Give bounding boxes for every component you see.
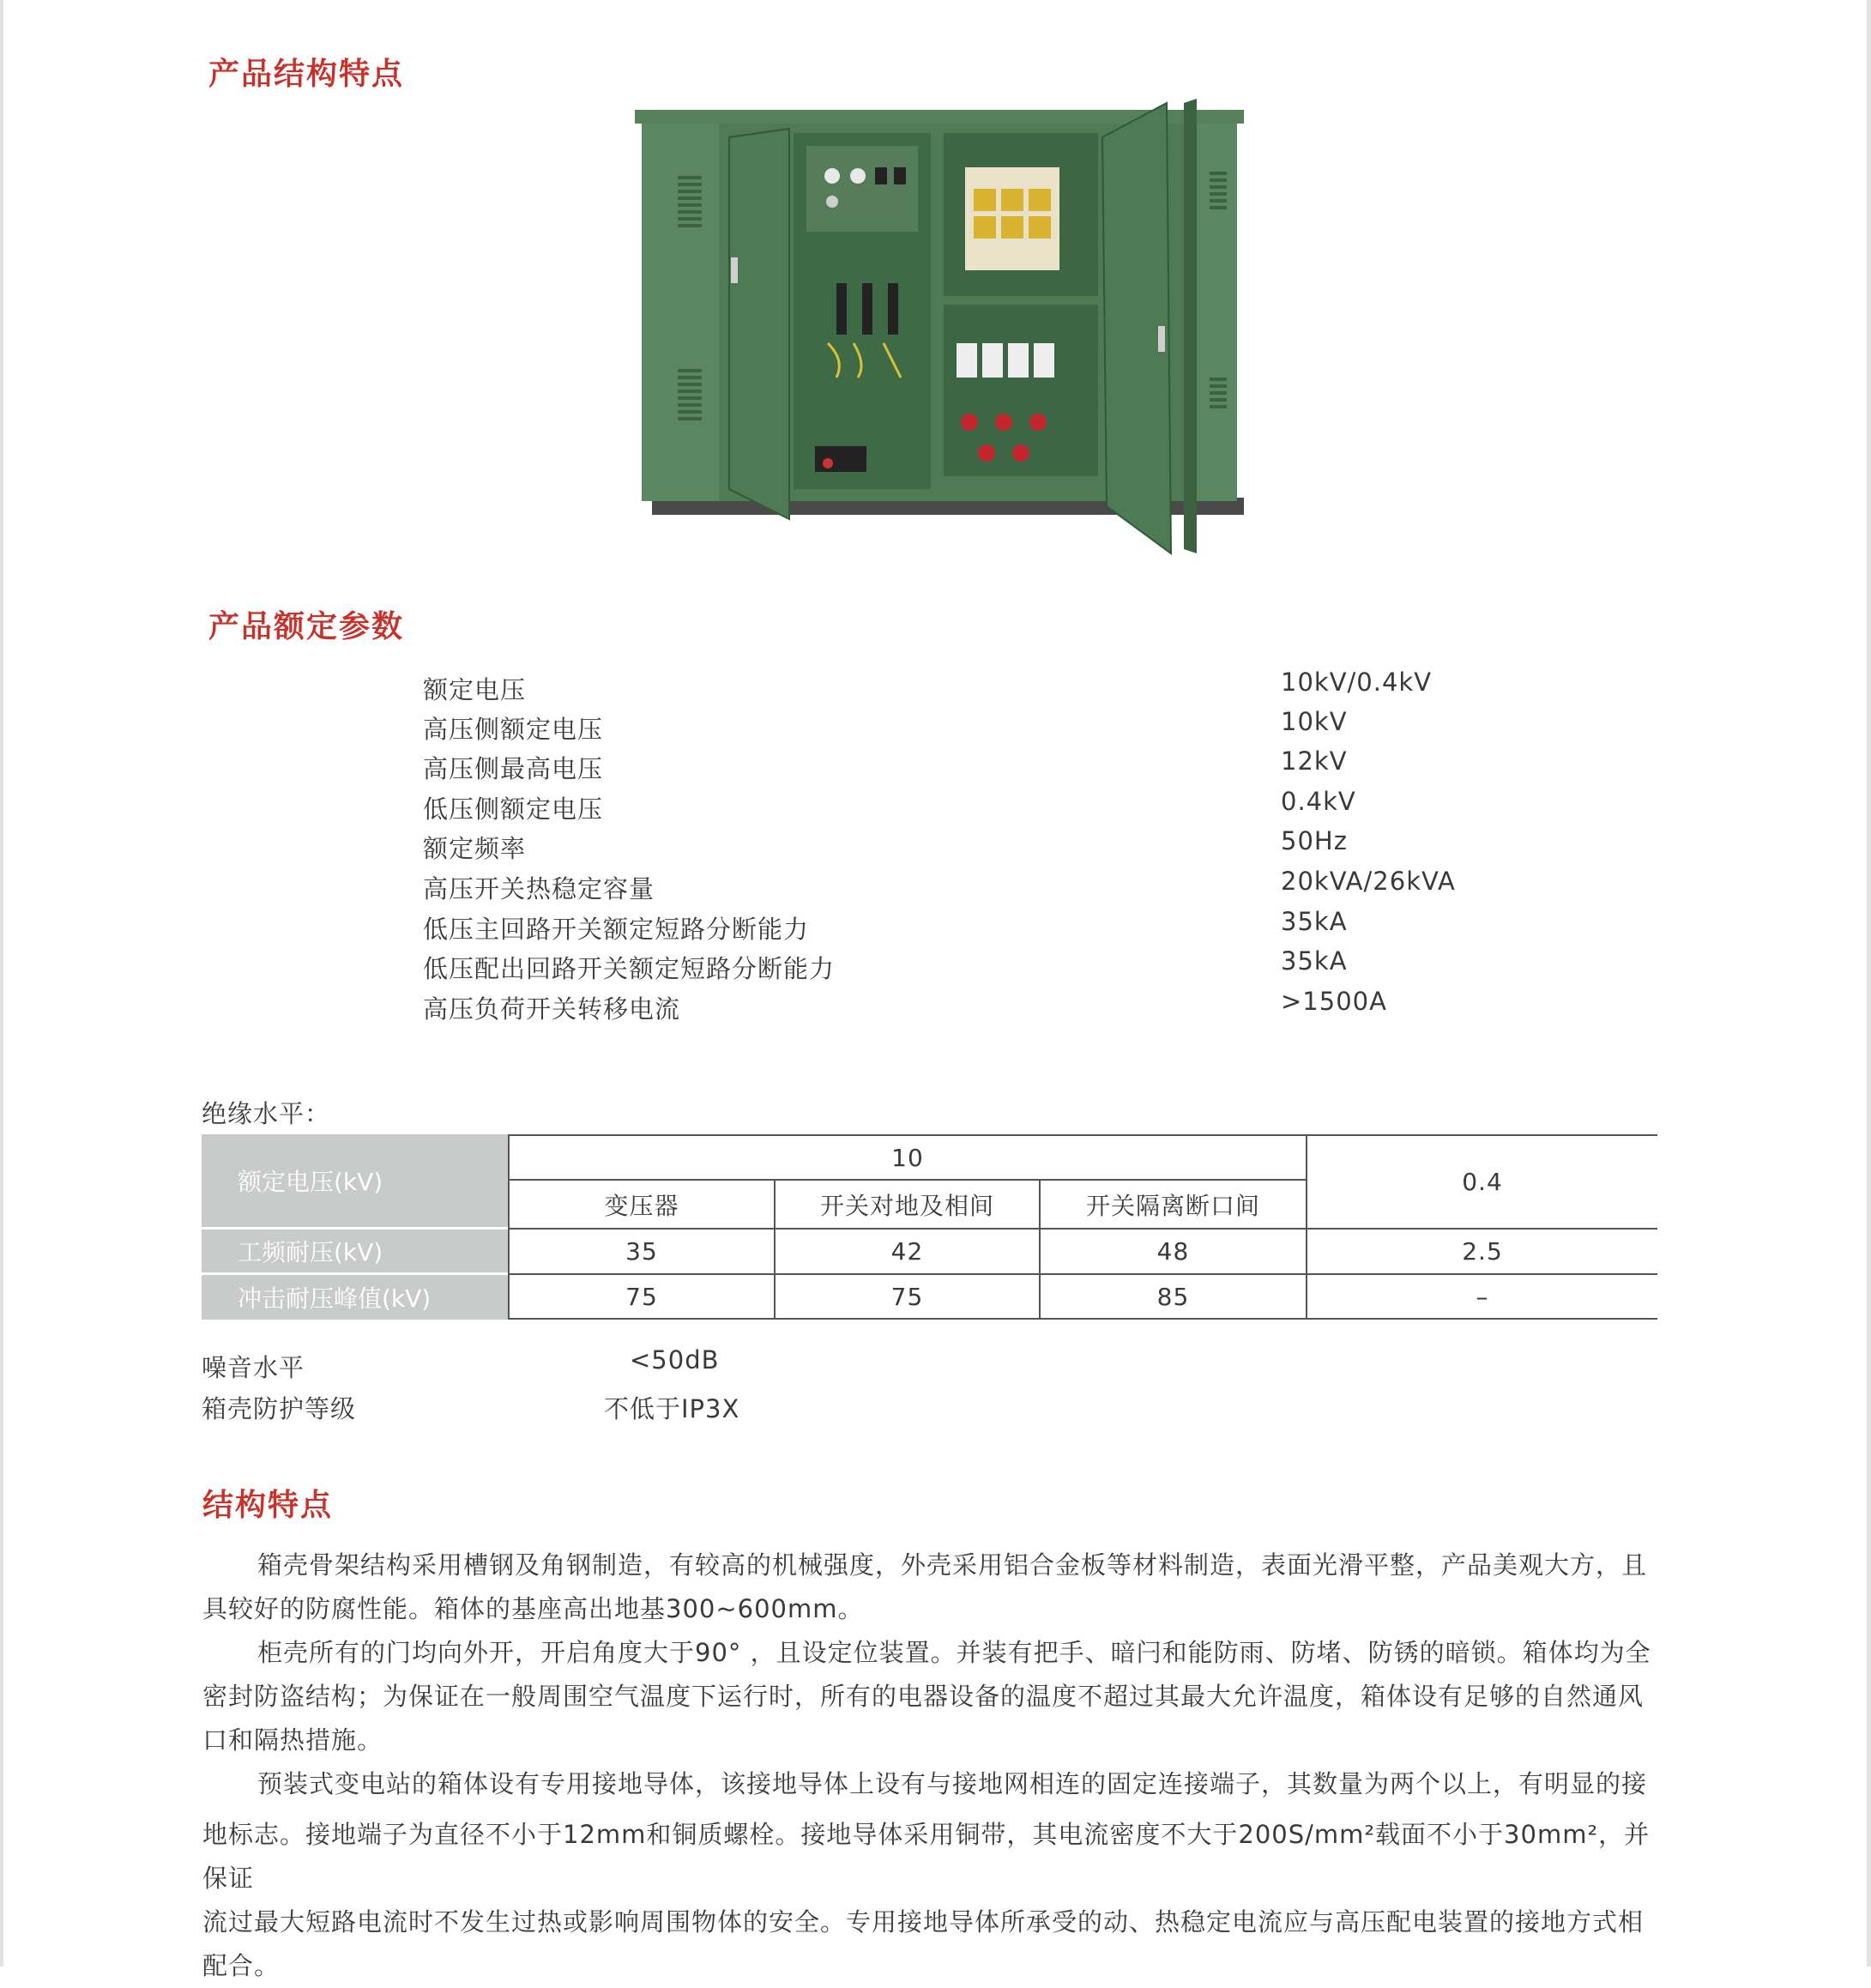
noise-label: 噪音水平 <box>202 1353 305 1382</box>
param-row <box>423 826 1538 864</box>
param-row <box>423 787 1538 825</box>
param-value: 12kV <box>1281 746 1348 776</box>
group-header-10kv: 10 <box>891 1143 924 1172</box>
product-photo <box>626 86 1252 575</box>
ip-value: 不低于IP3X <box>604 1394 740 1423</box>
row-header-impulse: 冲击耐压峰值(kV) <box>202 1275 508 1320</box>
paragraph-line: 预装式变电站的箱体设有专用接地导体，该接地导体上设有与接地网相连的固定连接端子，其数量为两个以上，有明显的接 <box>257 1769 1648 1798</box>
rated-params-heading: 产品额定参数 <box>208 609 405 644</box>
table-cell: 42 <box>890 1237 924 1266</box>
param-row <box>423 867 1538 904</box>
row-header-rated-voltage: 额定电压(kV) <box>202 1134 508 1227</box>
sub-header-switch-ground: 开关对地及相间 <box>819 1191 994 1220</box>
param-row <box>423 668 1538 705</box>
paragraph-line: 配合。 <box>202 1951 281 1980</box>
param-value: 0.4kV <box>1281 787 1356 816</box>
sub-header-transformer: 变压器 <box>604 1191 679 1220</box>
noise-value: <50dB <box>630 1345 720 1375</box>
param-label: 低压主回路开关额定短路分断能力 <box>423 915 810 944</box>
features-heading: 结构特点 <box>202 1488 334 1523</box>
param-label: 高压开关热稳定容量 <box>423 874 655 903</box>
paragraph-2 <box>202 1631 1658 1762</box>
paragraph-line: 地标志。接地端子为直径不小于12mm和铜质螺栓。接地导体采用铜带，其电流密度不大于200S/mm²载面不小于30mm²，并保证 <box>202 1820 1651 1893</box>
param-row <box>423 907 1538 945</box>
sub-header-switch-isolation: 开关隔离断口间 <box>1085 1191 1260 1220</box>
param-label: 高压侧最高电压 <box>423 754 604 783</box>
paragraph-line: 具较好的防腐性能。箱体的基座高出地基300~600mm。 <box>202 1594 864 1623</box>
table-cell: 75 <box>625 1282 658 1311</box>
paragraph-line: 密封防盗结构；为保证在一般周围空气温度下运行时，所有的电器设备的温度不超过其最大允许温度，箱体设有足够的自然通风 <box>202 1682 1645 1711</box>
table-cell: 75 <box>890 1282 924 1311</box>
param-value: 10kV/0.4kV <box>1281 668 1433 697</box>
param-value: 20kVA/26kVA <box>1281 867 1456 896</box>
param-value: 50Hz <box>1281 826 1348 855</box>
paragraph-line: 口和隔热措施。 <box>202 1725 383 1755</box>
page-border-right <box>1867 0 1871 1967</box>
table-rule <box>508 1318 1657 1320</box>
param-value: 35kA <box>1281 946 1348 976</box>
param-row <box>423 707 1538 745</box>
table-cell: 48 <box>1156 1237 1190 1266</box>
group-header-04kv: 0.4 <box>1462 1168 1503 1196</box>
paragraph-line: 箱壳骨架结构采用槽钢及角钢制造，有较高的机械强度，外壳采用铝合金板等材料制造，表面光滑平整，产品美观大方，且 <box>257 1550 1648 1580</box>
row-header-power-freq: 工频耐压(kV) <box>202 1230 508 1272</box>
param-value: 35kA <box>1281 907 1348 936</box>
param-label: 低压配出回路开关额定短路分断能力 <box>423 954 836 983</box>
param-label: 高压负荷开关转移电流 <box>423 994 681 1024</box>
param-label: 额定频率 <box>423 834 527 863</box>
param-value: >1500A <box>1281 987 1387 1016</box>
paragraph-line: 流过最大短路电流时不发生过热或影响周围物体的安全。专用接地导体所承受的动、热稳定电流应与高压配电装置的接地方式相 <box>202 1907 1645 1937</box>
param-row <box>423 987 1538 1024</box>
left-door <box>729 129 789 519</box>
param-value: 10kV <box>1281 707 1348 736</box>
paragraph-3 <box>202 1762 1658 1988</box>
param-label: 额定电压 <box>423 675 527 704</box>
structure-heading: 产品结构特点 <box>208 57 405 92</box>
table-cell: 35 <box>625 1237 658 1266</box>
insulation-table <box>202 1134 1657 1320</box>
page-border-left <box>0 0 3 1967</box>
table-cell: 2.5 <box>1462 1237 1503 1266</box>
paragraph-line: 柜壳所有的门均向外开，开启角度大于90° ，且设定位装置。并装有把手、暗闩和能防雨、防堵、防锈的暗锁。箱体均为全 <box>257 1638 1651 1667</box>
paragraph-1 <box>202 1544 1658 1631</box>
param-label: 高压侧额定电压 <box>423 715 604 744</box>
param-row <box>423 946 1538 984</box>
param-row <box>423 746 1538 784</box>
table-cell: – <box>1476 1282 1489 1311</box>
table-cell: 85 <box>1156 1282 1190 1311</box>
insulation-label: 绝缘水平： <box>202 1099 331 1128</box>
ip-label: 箱壳防护等级 <box>202 1394 357 1423</box>
param-label: 低压侧额定电压 <box>423 795 604 824</box>
